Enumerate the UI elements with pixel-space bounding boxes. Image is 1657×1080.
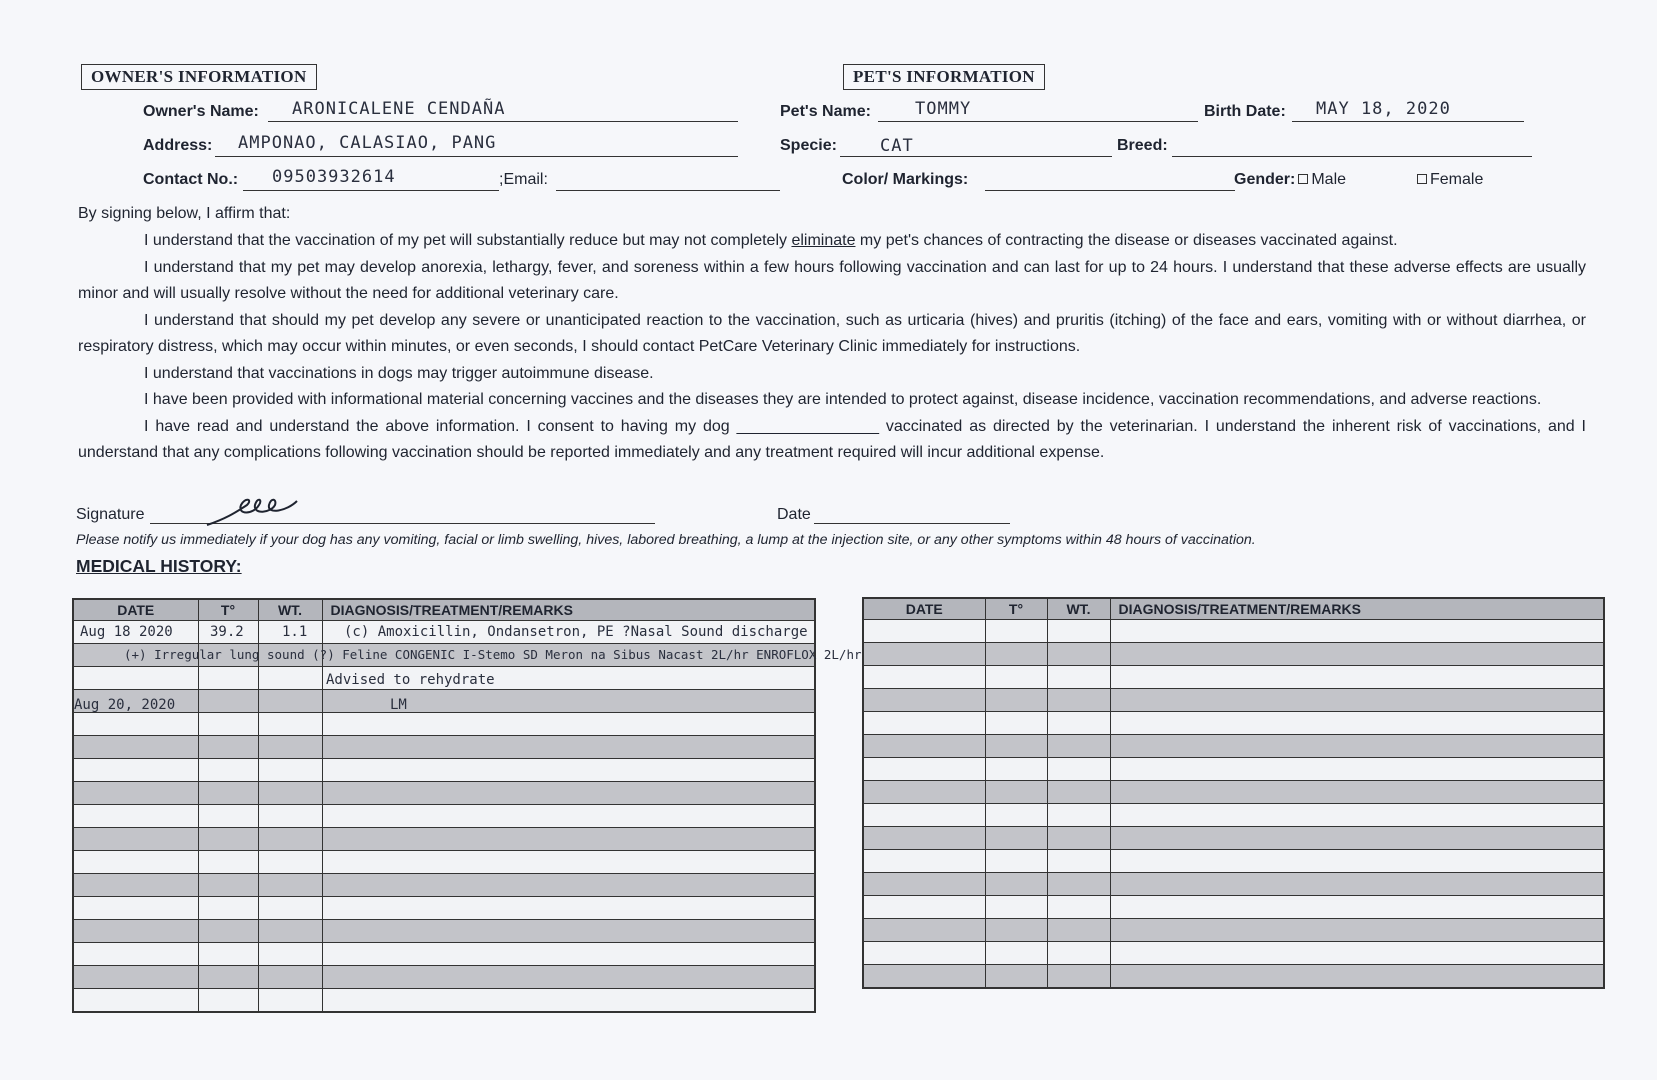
table-cell[interactable] bbox=[1047, 781, 1110, 804]
table-cell[interactable] bbox=[863, 643, 985, 666]
table-cell[interactable] bbox=[73, 966, 198, 989]
table-cell[interactable] bbox=[863, 965, 985, 989]
table-cell[interactable] bbox=[863, 758, 985, 781]
female-checkbox[interactable] bbox=[1417, 174, 1427, 184]
table-cell[interactable] bbox=[73, 782, 198, 805]
table-cell[interactable] bbox=[1047, 873, 1110, 896]
table-row bbox=[73, 874, 815, 897]
specie-line bbox=[840, 156, 1112, 157]
col-temp: T° bbox=[198, 599, 258, 621]
table-cell[interactable] bbox=[863, 620, 985, 643]
email-label: ;Email: bbox=[499, 171, 548, 188]
table-cell[interactable] bbox=[322, 966, 815, 989]
table-cell[interactable] bbox=[73, 920, 198, 943]
table-cell[interactable] bbox=[258, 920, 322, 943]
table-cell[interactable] bbox=[863, 873, 985, 896]
owner-section-title: OWNER'S INFORMATION bbox=[81, 64, 317, 90]
table-cell[interactable] bbox=[198, 897, 258, 920]
table-cell[interactable] bbox=[1110, 620, 1604, 643]
table-cell[interactable] bbox=[985, 827, 1047, 850]
p6-text-c: vaccinated as directed by the veterinarian. I understand the inherent risk of vaccinations, and I understand that any complications following vaccination should be reported immediately and any treatment required will incur additional expense. bbox=[78, 417, 1587, 461]
male-label: Male bbox=[1311, 171, 1347, 188]
table-cell[interactable] bbox=[198, 920, 258, 943]
table-cell[interactable] bbox=[985, 735, 1047, 758]
table-cell[interactable] bbox=[258, 966, 322, 989]
table-row bbox=[863, 919, 1604, 942]
table-cell[interactable] bbox=[1110, 965, 1604, 989]
table-row bbox=[73, 897, 815, 920]
record-2-remarks[interactable]: (+) Irregular lung sound (?) Feline CONGENIC I-Stemo SD Meron na Sibus Nacast 2L/hr ENROFLOX 2L/hr bbox=[124, 647, 862, 662]
table-cell[interactable] bbox=[985, 666, 1047, 689]
col-remarks: DIAGNOSIS/TREATMENT/REMARKS bbox=[1110, 598, 1604, 620]
table-row bbox=[73, 851, 815, 874]
table-cell[interactable] bbox=[1047, 758, 1110, 781]
table-row bbox=[73, 713, 815, 736]
record-4-date[interactable]: Aug 20, 2020 bbox=[74, 697, 176, 713]
table-cell[interactable] bbox=[1047, 827, 1110, 850]
date-label: Date bbox=[777, 506, 811, 523]
table-cell[interactable] bbox=[258, 667, 322, 690]
table-cell[interactable] bbox=[1047, 919, 1110, 942]
birth-date-line bbox=[1292, 121, 1524, 122]
table-cell[interactable] bbox=[863, 942, 985, 965]
table-cell[interactable] bbox=[985, 965, 1047, 989]
table-row bbox=[863, 712, 1604, 735]
record-1-remarks[interactable]: (c) Amoxicillin, Ondansetron, PE ?Nasal Sound discharge bbox=[344, 624, 808, 640]
color-line bbox=[985, 190, 1235, 191]
address-value[interactable]: AMPONAO, CALASIAO, PANG bbox=[238, 133, 497, 153]
table-cell[interactable] bbox=[258, 943, 322, 966]
p1-text-underlined: eliminate bbox=[791, 232, 856, 249]
table-cell[interactable] bbox=[985, 873, 1047, 896]
table-cell[interactable] bbox=[1110, 942, 1604, 965]
table-cell[interactable] bbox=[258, 897, 322, 920]
date-field bbox=[777, 506, 811, 524]
table-cell[interactable] bbox=[198, 851, 258, 874]
table-cell[interactable] bbox=[1047, 620, 1110, 643]
consent-intro: By signing below, I affirm that: bbox=[78, 205, 291, 222]
medical-history-table-right bbox=[862, 597, 1605, 989]
table-cell[interactable] bbox=[322, 782, 815, 805]
table-row bbox=[863, 896, 1604, 919]
table-cell[interactable] bbox=[863, 804, 985, 827]
table-row bbox=[73, 782, 815, 805]
table-cell[interactable] bbox=[322, 851, 815, 874]
table-cell[interactable] bbox=[258, 805, 322, 828]
table-row bbox=[73, 828, 815, 851]
table-cell[interactable] bbox=[1110, 781, 1604, 804]
breed-label: Breed: bbox=[1117, 137, 1168, 154]
table-cell[interactable] bbox=[1110, 758, 1604, 781]
email-line bbox=[556, 190, 780, 191]
table-cell[interactable] bbox=[73, 897, 198, 920]
table-cell[interactable] bbox=[985, 781, 1047, 804]
table-cell[interactable] bbox=[198, 736, 258, 759]
table-cell[interactable] bbox=[1047, 942, 1110, 965]
owner-name-line bbox=[268, 121, 738, 122]
table-cell[interactable] bbox=[322, 828, 815, 851]
table-row bbox=[863, 643, 1604, 666]
address-label: Address: bbox=[143, 137, 213, 154]
table-cell[interactable] bbox=[73, 943, 198, 966]
table-row bbox=[863, 758, 1604, 781]
table-cell[interactable] bbox=[863, 735, 985, 758]
table-cell[interactable] bbox=[1047, 965, 1110, 989]
table-cell[interactable] bbox=[73, 874, 198, 897]
table-row bbox=[863, 827, 1604, 850]
consent-paragraph-2: I understand that my pet may develop anorexia, lethargy, fever, and soreness within a few hours following vaccination and can last for up to 24 hours. I understand that these adverse effects are usually minor and will usually resolve without the need for additional veterinary care. bbox=[78, 258, 1586, 302]
table-cell[interactable] bbox=[1110, 919, 1604, 942]
record-4-remarks[interactable]: LM bbox=[390, 697, 407, 713]
table-row bbox=[863, 873, 1604, 896]
table-cell[interactable] bbox=[863, 919, 985, 942]
table-row bbox=[863, 735, 1604, 758]
birth-date-value[interactable]: MAY 18, 2020 bbox=[1316, 99, 1451, 119]
table-cell[interactable] bbox=[985, 712, 1047, 735]
medical-history-title: MEDICAL HISTORY: bbox=[76, 556, 242, 576]
col-temp: T° bbox=[985, 598, 1047, 620]
breed-line bbox=[1172, 156, 1532, 157]
table-cell[interactable] bbox=[1110, 896, 1604, 919]
table-row bbox=[73, 805, 815, 828]
table-cell[interactable] bbox=[1047, 666, 1110, 689]
table-cell[interactable] bbox=[322, 713, 815, 736]
table-cell[interactable] bbox=[1110, 643, 1604, 666]
table-cell[interactable] bbox=[1110, 804, 1604, 827]
contact-label: Contact No.: bbox=[143, 171, 239, 188]
table-cell[interactable] bbox=[1047, 896, 1110, 919]
table-cell[interactable] bbox=[258, 851, 322, 874]
table-cell[interactable] bbox=[198, 690, 258, 713]
table-cell[interactable] bbox=[73, 667, 198, 690]
female-label: Female bbox=[1430, 171, 1484, 188]
table-cell[interactable] bbox=[985, 689, 1047, 712]
table-cell[interactable] bbox=[1110, 850, 1604, 873]
table-row bbox=[73, 943, 815, 966]
signature-field bbox=[76, 506, 145, 524]
table-cell[interactable] bbox=[1110, 689, 1604, 712]
table-cell[interactable] bbox=[258, 782, 322, 805]
table-cell[interactable] bbox=[258, 759, 322, 782]
consent-paragraph-4: I understand that vaccinations in dogs may trigger autoimmune disease. bbox=[144, 364, 654, 382]
p1-text-a: I understand that the vaccination of my pet will substantially reduce but may not completely bbox=[144, 232, 792, 249]
pet-name-value[interactable]: TOMMY bbox=[915, 99, 972, 119]
dog-name-blank[interactable]: ________________ bbox=[736, 417, 879, 435]
table-cell[interactable] bbox=[985, 758, 1047, 781]
record-3-remarks[interactable]: Advised to rehydrate bbox=[326, 672, 495, 688]
male-checkbox[interactable] bbox=[1298, 174, 1308, 184]
gender-label: Gender: bbox=[1234, 171, 1296, 188]
table-cell[interactable] bbox=[985, 620, 1047, 643]
table-row bbox=[863, 965, 1604, 989]
table-cell[interactable] bbox=[985, 919, 1047, 942]
table-row bbox=[73, 690, 815, 713]
table-cell[interactable] bbox=[73, 851, 198, 874]
contact-line bbox=[243, 190, 499, 191]
table-cell[interactable] bbox=[1110, 735, 1604, 758]
col-remarks: DIAGNOSIS/TREATMENT/REMARKS bbox=[322, 599, 815, 621]
table-cell[interactable] bbox=[258, 736, 322, 759]
table-cell[interactable] bbox=[1047, 689, 1110, 712]
record-1-temp[interactable]: 39.2 bbox=[210, 624, 244, 640]
table-cell[interactable] bbox=[1047, 735, 1110, 758]
table-cell[interactable] bbox=[198, 943, 258, 966]
pet-section-title: PET'S INFORMATION bbox=[843, 64, 1045, 90]
table-cell[interactable] bbox=[258, 828, 322, 851]
table-cell[interactable] bbox=[863, 850, 985, 873]
table-cell[interactable] bbox=[1047, 850, 1110, 873]
pet-name-label: Pet's Name: bbox=[780, 103, 871, 120]
table-cell[interactable] bbox=[1110, 873, 1604, 896]
table-cell[interactable] bbox=[1110, 827, 1604, 850]
table-cell[interactable] bbox=[198, 989, 258, 1013]
signature-mark-icon bbox=[205, 493, 315, 529]
table-cell[interactable] bbox=[863, 896, 985, 919]
table-cell[interactable] bbox=[198, 782, 258, 805]
p1-text-c: my pet's chances of contracting the disease or diseases vaccinated against. bbox=[855, 232, 1398, 249]
owner-name-label: Owner's Name: bbox=[143, 103, 259, 120]
table-row bbox=[863, 850, 1604, 873]
table-cell[interactable] bbox=[198, 759, 258, 782]
col-date: DATE bbox=[73, 599, 198, 621]
table-cell[interactable] bbox=[322, 874, 815, 897]
table-cell[interactable] bbox=[322, 759, 815, 782]
table-row bbox=[73, 989, 815, 1013]
gender-field bbox=[1234, 171, 1346, 189]
table-cell[interactable] bbox=[1110, 666, 1604, 689]
table-cell[interactable] bbox=[198, 966, 258, 989]
table-cell[interactable] bbox=[258, 690, 322, 713]
contact-value[interactable]: 09503932614 bbox=[272, 167, 396, 187]
col-weight: WT. bbox=[258, 599, 322, 621]
consent-paragraph-6 bbox=[78, 414, 1586, 467]
p6-text-a: I have read and understand the above information. I consent to having my dog bbox=[144, 417, 737, 435]
table-cell[interactable] bbox=[1047, 643, 1110, 666]
table-cell[interactable] bbox=[985, 643, 1047, 666]
table-row bbox=[863, 620, 1604, 643]
pet-name-line bbox=[878, 121, 1198, 122]
col-date: DATE bbox=[863, 598, 985, 620]
table-row bbox=[863, 666, 1604, 689]
address-line bbox=[215, 156, 738, 157]
col-weight: WT. bbox=[1047, 598, 1110, 620]
table-cell[interactable] bbox=[322, 736, 815, 759]
table-header-row bbox=[73, 599, 815, 621]
record-1-date[interactable]: Aug 18 2020 bbox=[80, 624, 173, 640]
table-row bbox=[73, 966, 815, 989]
specie-label: Specie: bbox=[780, 137, 837, 154]
color-label: Color/ Markings: bbox=[842, 171, 969, 188]
date-line[interactable] bbox=[814, 523, 1010, 524]
table-cell[interactable] bbox=[863, 689, 985, 712]
table-cell[interactable] bbox=[258, 713, 322, 736]
table-cell[interactable] bbox=[322, 943, 815, 966]
table-cell[interactable] bbox=[1047, 712, 1110, 735]
table-cell[interactable] bbox=[73, 828, 198, 851]
table-cell[interactable] bbox=[198, 667, 258, 690]
consent-body bbox=[78, 228, 1586, 467]
table-cell[interactable] bbox=[322, 920, 815, 943]
table-cell[interactable] bbox=[1047, 804, 1110, 827]
table-row bbox=[863, 804, 1604, 827]
table-cell[interactable] bbox=[322, 805, 815, 828]
signature-label: Signature bbox=[76, 506, 145, 523]
table-cell[interactable] bbox=[73, 713, 198, 736]
table-row bbox=[863, 689, 1604, 712]
table-cell[interactable] bbox=[985, 942, 1047, 965]
table-cell[interactable] bbox=[73, 989, 198, 1013]
table-cell[interactable] bbox=[73, 759, 198, 782]
table-cell[interactable] bbox=[198, 713, 258, 736]
table-cell[interactable] bbox=[73, 736, 198, 759]
owner-name-value[interactable]: ARONICALENE CENDAÑA bbox=[292, 99, 506, 119]
table-row bbox=[73, 920, 815, 943]
table-cell[interactable] bbox=[863, 712, 985, 735]
table-cell[interactable] bbox=[258, 989, 322, 1013]
table-cell[interactable] bbox=[198, 805, 258, 828]
record-1-weight[interactable]: 1.1 bbox=[282, 624, 308, 640]
birth-date-label: Birth Date: bbox=[1204, 103, 1286, 120]
table-row bbox=[863, 942, 1604, 965]
table-cell[interactable] bbox=[985, 850, 1047, 873]
table-row bbox=[73, 736, 815, 759]
table-cell[interactable] bbox=[258, 874, 322, 897]
table-cell[interactable] bbox=[322, 897, 815, 920]
table-cell[interactable] bbox=[863, 827, 985, 850]
table-cell[interactable] bbox=[863, 666, 985, 689]
consent-paragraph-3: I understand that should my pet develop any severe or unanticipated reaction to the vaccination, such as urticaria (hives) and pruritis (itching) of the face and ears, vomiting with or without diarrhea, or respiratory distress, which may occur within minutes, or even seconds, I should contact PetCare Veterinary Clinic immediately for instructions. bbox=[78, 311, 1586, 355]
consent-paragraph-1 bbox=[78, 228, 1586, 255]
notice-text: Please notify us immediately if your dog has any vomiting, facial or limb swelling, hives, labored breathing, a lump at the injection site, or any other symptoms within 48 hours of vaccination. bbox=[76, 532, 1256, 548]
table-cell[interactable] bbox=[1110, 712, 1604, 735]
table-cell[interactable] bbox=[985, 896, 1047, 919]
table-cell[interactable] bbox=[198, 874, 258, 897]
table-header-row bbox=[863, 598, 1604, 620]
specie-value[interactable]: CAT bbox=[880, 136, 914, 156]
consent-paragraph-5: I have been provided with informational material concerning vaccines and the diseases they are intended to protect against, disease incidence, vaccination recommendations, and adverse reactions. bbox=[144, 391, 1542, 408]
table-cell[interactable] bbox=[985, 804, 1047, 827]
gender-female-field bbox=[1414, 171, 1483, 189]
table-cell[interactable] bbox=[73, 805, 198, 828]
table-row bbox=[863, 781, 1604, 804]
table-cell[interactable] bbox=[198, 828, 258, 851]
table-cell[interactable] bbox=[322, 989, 815, 1013]
table-cell[interactable] bbox=[863, 781, 985, 804]
table-row bbox=[73, 759, 815, 782]
